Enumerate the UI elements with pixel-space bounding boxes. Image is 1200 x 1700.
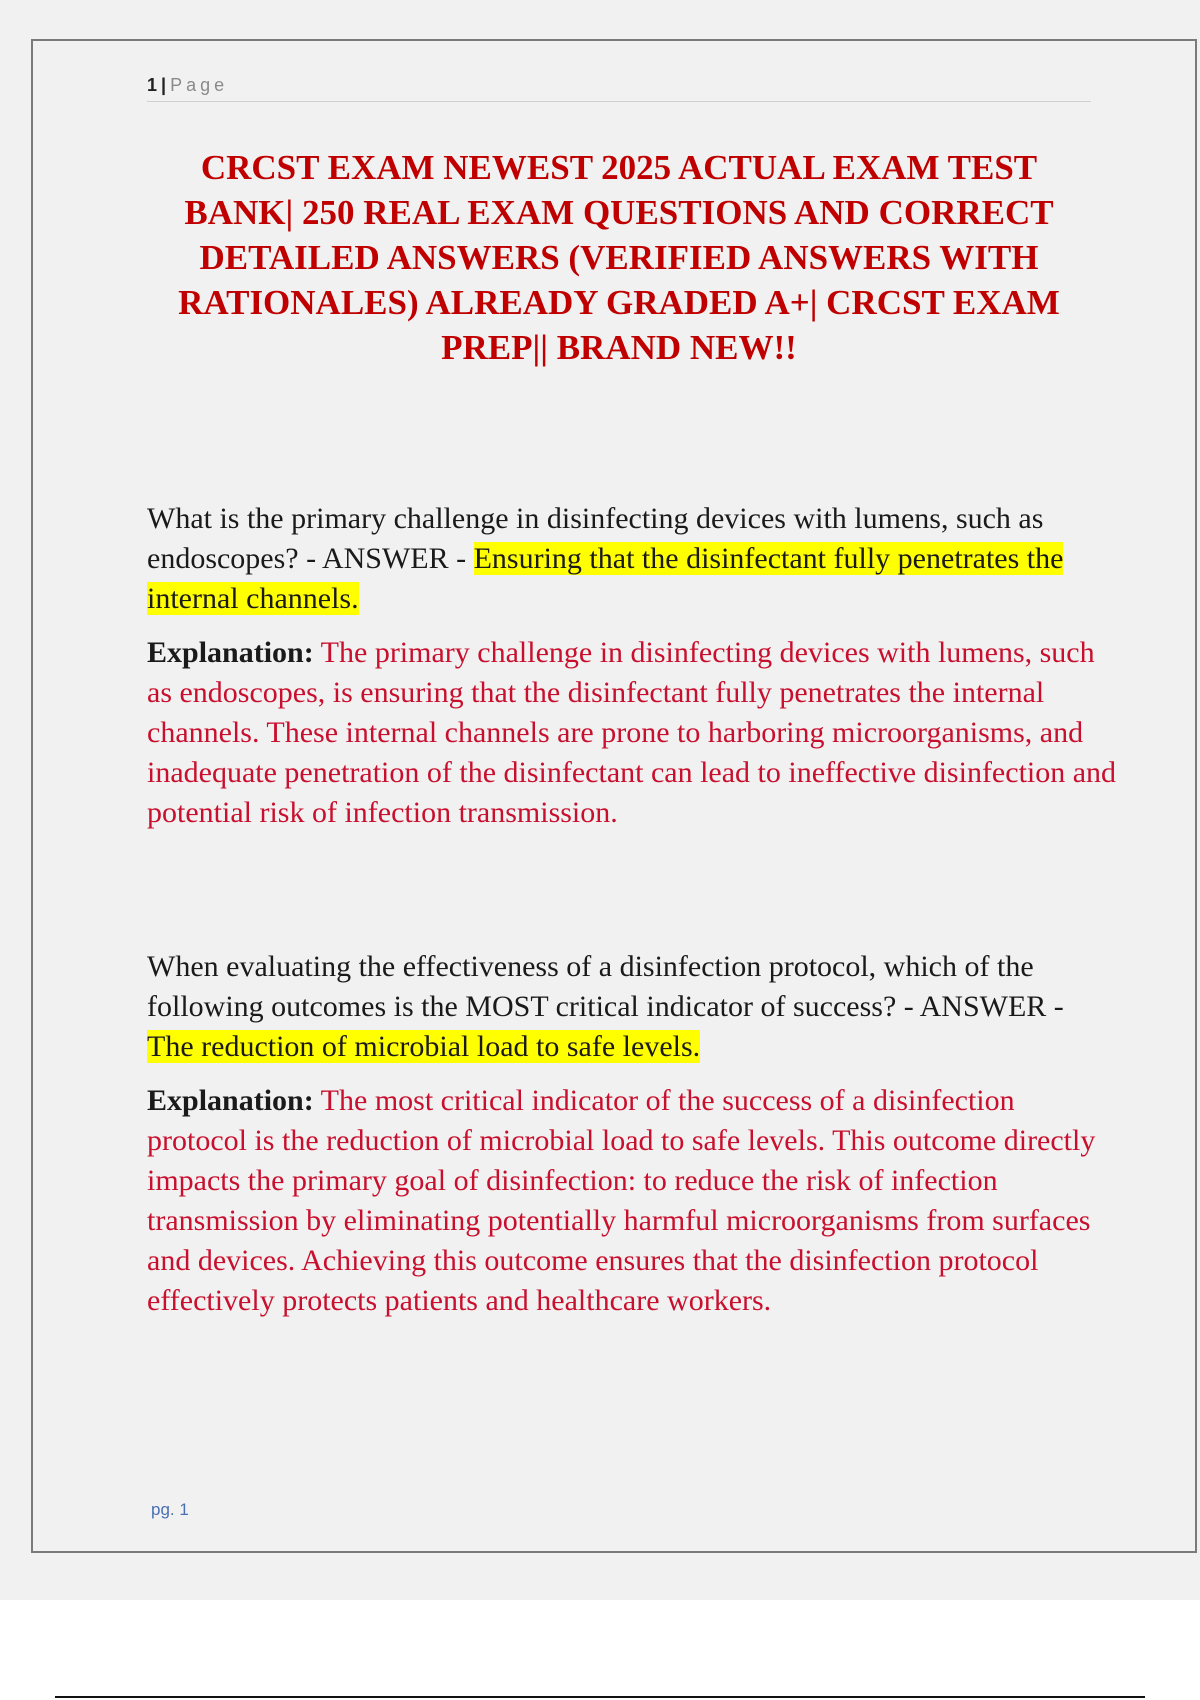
page-footer: pg. 1	[151, 1500, 189, 1519]
question-block-2	[147, 947, 1117, 1321]
header-separator: |	[161, 75, 167, 95]
explanation-text: The primary challenge in disinfecting devices with lumens, such as endoscopes, is ensuring that the disinfectant fully penetrates the internal channels. These internal channels are prone to harboring microorganisms, and inadequate penetration of the disinfectant can lead to ineffective disinfection and potential risk of infection transmission.	[147, 636, 1117, 829]
question-paragraph	[147, 947, 1117, 1067]
explanation-label: Explanation:	[147, 636, 314, 669]
header-page-number: 1	[147, 75, 158, 95]
question-text: When evaluating the effectiveness of a disinfection protocol, which of the following outcomes is the MOST critical indicator of success? - ANSWER -	[147, 950, 1064, 1023]
question-block-1	[147, 499, 1117, 833]
explanation-label: Explanation:	[147, 1084, 314, 1117]
document-page	[31, 39, 1197, 1553]
document-title: CRCST EXAM NEWEST 2025 ACTUAL EXAM TEST BANK| 250 REAL EXAM QUESTIONS AND CORRECT DETAILED ANSWERS (VERIFIED ANSWERS WITH RATIONALES) ALREADY GRADED A+| CRCST EXAM PREP|| BRAND NEW!!	[178, 148, 1060, 367]
question-paragraph	[147, 499, 1117, 619]
bottom-divider	[55, 1696, 1145, 1698]
question-text: What is the primary challenge in disinfecting devices with lumens, such as endoscopes? - ANSWER -	[147, 502, 1044, 575]
explanation-paragraph	[147, 1081, 1117, 1321]
answer-highlight: Ensuring that the disinfectant fully penetrates the internal channels.	[147, 542, 1064, 615]
explanation-paragraph	[147, 633, 1117, 833]
header-page-word: Page	[170, 75, 229, 95]
explanation-text: The most critical indicator of the success of a disinfection protocol is the reduction of microbial load to safe levels. This outcome directly impacts the primary goal of disinfection: to reduce the risk of infection transmission by eliminating potentially harmful microorganisms from surfaces and devices. Achieving this outcome ensures that the disinfection protocol effectively protects patients and healthcare workers.	[147, 1084, 1096, 1317]
answer-highlight: The reduction of microbial load to safe levels.	[147, 1030, 701, 1063]
page-header	[147, 75, 1091, 102]
